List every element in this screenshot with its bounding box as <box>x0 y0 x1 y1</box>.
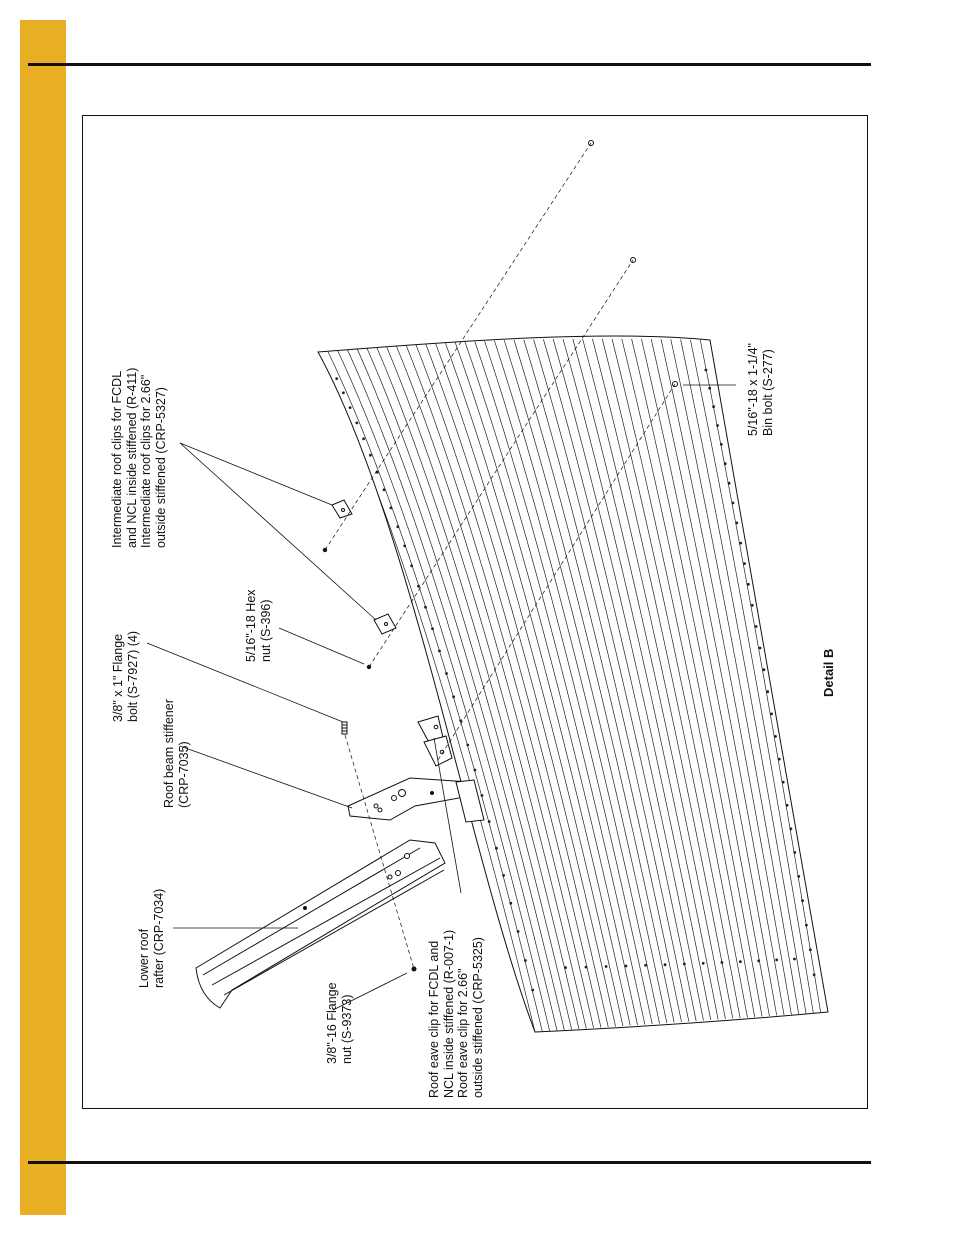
panel-hole <box>349 406 352 409</box>
panel-hole <box>410 564 413 567</box>
panel-hole <box>509 902 512 905</box>
panel-hole <box>438 650 441 653</box>
panel-hole <box>417 585 420 588</box>
panel-hole <box>724 462 727 465</box>
flange-bolt <box>342 722 347 734</box>
panel-hole <box>813 973 816 976</box>
panel-hole <box>702 962 705 965</box>
panel-hole <box>751 604 754 607</box>
detail-title: Detail B <box>821 648 836 697</box>
panel-hole <box>424 606 427 609</box>
panel-hole <box>369 454 372 457</box>
panel-hole <box>531 989 534 992</box>
panel-hole <box>743 562 746 565</box>
panel-hole <box>342 391 345 394</box>
panel-hole <box>793 958 796 961</box>
panel-hole <box>716 424 719 427</box>
panel-hole <box>801 899 804 902</box>
panel-hole <box>774 735 777 738</box>
panel-hole <box>757 959 760 962</box>
panel-hole <box>790 827 793 830</box>
panel-hole <box>585 966 588 969</box>
panel-hole <box>466 744 469 747</box>
panel-hole <box>459 719 462 722</box>
panel-hole <box>524 959 527 962</box>
panel-hole <box>431 627 434 630</box>
panel-hole <box>390 507 393 510</box>
panel-hole <box>739 960 742 963</box>
panel-hole <box>728 482 731 485</box>
panel-hole <box>793 851 796 854</box>
panel-hole <box>383 488 386 491</box>
label-intermediate-roof-clips: Intermediate roof clips for FCDL and NCL inside stiffened (R-411) Intermediate roof clips for 2.66" outside stiffened (CRP-5327) <box>110 367 168 548</box>
panel-hole <box>396 525 399 528</box>
panel-hole <box>797 875 800 878</box>
flange-nut <box>412 967 417 972</box>
panel-hole <box>445 672 448 675</box>
panel-hole <box>605 965 608 968</box>
panel-hole <box>495 847 498 850</box>
panel-hole <box>474 769 477 772</box>
panel-hole <box>759 647 762 650</box>
panel-hole <box>335 377 338 380</box>
panel-hole <box>809 948 812 951</box>
panel-hole <box>735 522 738 525</box>
panel-hole <box>775 959 778 962</box>
panel-hole <box>721 961 724 964</box>
panel-hole <box>625 965 628 968</box>
panel-hole <box>403 545 406 548</box>
panel-hole <box>481 794 484 797</box>
panel-hole <box>766 690 769 693</box>
panel-hole <box>720 443 723 446</box>
label-roof-beam-stiffener: Roof beam stiffener (CRP-7035) <box>162 699 191 808</box>
panel-hole <box>782 781 785 784</box>
panel-hole <box>778 758 781 761</box>
panel-hole <box>705 369 708 372</box>
panel-hole <box>452 695 455 698</box>
panel-hole <box>732 502 735 505</box>
panel-hole <box>564 966 567 969</box>
panel-hole <box>755 625 758 628</box>
roof-panel <box>318 336 828 1032</box>
roof-beam-stiffener <box>348 778 484 822</box>
label-hex-nut: 5/16"-18 Hex nut (S-396) <box>244 589 273 662</box>
panel-hole <box>517 930 520 933</box>
panel-hole <box>770 713 773 716</box>
panel-hole <box>739 542 742 545</box>
panel-hole <box>362 437 365 440</box>
panel-hole <box>683 963 686 966</box>
label-bin-bolt: 5/16"-18 x 1-1/4" Bin bolt (S-277) <box>746 343 775 436</box>
panel-hole <box>664 963 667 966</box>
panel-hole <box>708 387 711 390</box>
label-roof-eave-clip: Roof eave clip for FCDL and NCL inside stiffened (R-007-1) Roof eave clip for 2.66" outside stiffened (CRP-5325) <box>427 929 485 1098</box>
panel-hole <box>747 583 750 586</box>
panel-hole <box>488 820 491 823</box>
panel-hole <box>502 874 505 877</box>
label-flange-bolt: 3/8" x 1" Flange bolt (S-7927) (4) <box>111 630 140 722</box>
panel-hole <box>355 422 358 425</box>
panel-hole <box>805 924 808 927</box>
panel-hole <box>712 405 715 408</box>
lower-roof-rafter <box>196 840 445 1008</box>
panel-hole <box>644 964 647 967</box>
panel-hole <box>786 804 789 807</box>
label-flange-nut: 3/8"-16 Flange nut (S-9373) <box>325 982 354 1064</box>
label-lower-roof-rafter: Lower roof rafter (CRP-7034) <box>137 888 166 988</box>
panel-hole <box>763 668 766 671</box>
